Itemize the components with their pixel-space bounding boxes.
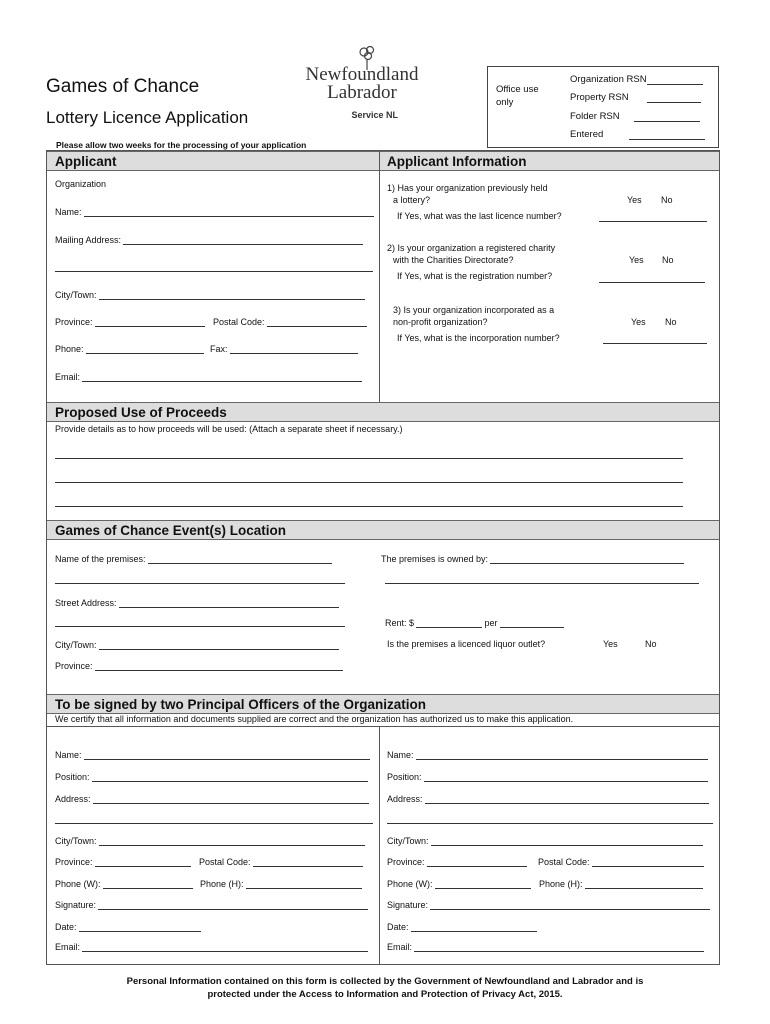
proceeds-line-1[interactable] [55,458,683,459]
name-label: Name: [55,207,82,217]
location-province-label: Province: [55,661,93,671]
officer2-date-label: Date: [387,922,409,932]
proceeds-instructions: Provide details as to how proceeds will be used: (Attach a separate sheet if necessary.) [55,424,403,434]
q3-line2: non-profit organization? [393,317,488,327]
proceeds-header-bar [47,402,719,422]
logo-text-labrador: Labrador [327,82,397,103]
q1-line1: 1) Has your organization previously held [387,183,548,193]
officer1-province-field[interactable] [55,856,191,867]
officer1-province-label: Province: [55,857,93,867]
officer2-phone-w-label: Phone (W): [387,879,433,889]
phone-field[interactable] [55,343,204,354]
officer2-phone-h-field[interactable] [539,878,703,889]
officer2-city-field[interactable] [387,835,703,846]
officer1-name-label: Name: [55,750,82,760]
postal-code-field[interactable] [213,316,367,327]
rent-per-label: per [484,618,498,628]
mailing-address-field[interactable] [55,234,363,245]
liquor-yes[interactable]: Yes [603,639,618,649]
name-field[interactable] [55,206,374,217]
proceeds-heading: Proposed Use of Proceeds [55,405,227,420]
applicant-heading: Applicant [55,154,117,169]
applicant-header-bar [47,151,719,171]
organization-label: Organization [55,179,107,189]
q3-line1: 3) Is your organization incorporated as a [393,305,555,315]
email-label: Email: [55,372,81,382]
city-label: City/Town: [55,290,97,300]
premises-owner-field[interactable] [381,553,684,564]
street-address-field[interactable] [55,597,339,608]
officer2-date-field[interactable] [387,921,537,932]
proceeds-line-2[interactable] [55,482,683,483]
officer1-signature-label: Signature: [55,900,97,910]
officer1-phone-h-field[interactable] [200,878,362,889]
location-header-bar [47,520,719,540]
officer2-postal-label: Postal Code: [538,857,590,867]
officer1-position-field[interactable] [55,771,368,782]
street-address-line2[interactable] [55,626,345,627]
premises-name-field[interactable] [55,553,332,564]
q2-line1: 2) Is your organization a registered charity [387,243,556,253]
officer1-city-field[interactable] [55,835,365,846]
officer2-name-label: Name: [387,750,414,760]
officer1-city-label: City/Town: [55,836,97,846]
applicant-info-heading: Applicant Information [387,154,527,169]
officer1-position-label: Position: [55,772,90,782]
officer1-email-field[interactable] [55,941,368,952]
office-entered-label: Entered [570,129,604,140]
form-subtitle: Lottery Licence Application [46,108,249,127]
mailing-address-label: Mailing Address: [55,235,122,245]
officer1-signature-field[interactable] [55,899,368,910]
q2-registration-number-line[interactable] [599,282,705,283]
officer2-province-field[interactable] [387,856,527,867]
q2-line2: with the Charities Directorate? [393,255,514,265]
rent-field[interactable] [385,617,564,628]
email-field[interactable] [55,371,362,382]
q3-yes[interactable]: Yes [631,317,646,327]
q1-followup: If Yes, what was the last licence number? [397,211,562,221]
logo-text-newfoundland: Newfoundland [305,64,419,85]
province-label: Province: [55,317,93,327]
mailing-address-line2[interactable] [55,271,373,272]
privacy-notice-line1: Personal Information contained on this form is collected by the Government of Newfoundland and Labrador and is [126,976,644,987]
phone-label: Phone: [55,344,84,354]
q3-followup: If Yes, what is the incorporation number? [397,333,560,343]
privacy-notice [60,975,710,1001]
liquor-question: Is the premises a licenced liquor outlet? [387,639,546,649]
q1-line2: a lottery? [393,195,431,205]
premises-owner-label: The premises is owned by: [381,554,489,564]
officer1-address-line2[interactable] [55,823,373,824]
office-org-rsn[interactable] [570,74,703,85]
postal-code-label: Postal Code: [213,317,265,327]
officer-divider [379,726,380,965]
officer1-date-field[interactable] [55,921,201,932]
form-frame [46,150,720,965]
officer2-address-line2[interactable] [387,823,713,824]
officer1-postal-label: Postal Code: [199,857,251,867]
officer2-signature-field[interactable] [387,899,710,910]
certify-divider [47,726,719,727]
processing-note: Please allow two weeks for the processing of your application [56,140,307,150]
officer2-city-label: City/Town: [387,836,429,846]
q3-incorporation-number-line[interactable] [603,343,707,344]
office-use-label: Office use only [496,84,539,108]
office-property-rsn-label: Property RSN [570,92,629,103]
officer1-phone-w-field[interactable] [55,878,193,889]
rent-label: Rent: $ [385,618,415,628]
officer1-email-label: Email: [55,942,81,952]
officer2-position-label: Position: [387,772,422,782]
signatures-heading: To be signed by two Principal Officers of the Organization [55,697,427,712]
fax-label: Fax: [210,344,228,354]
liquor-no[interactable]: No [645,639,657,649]
officer2-email-field[interactable] [387,941,704,952]
location-city-label: City/Town: [55,640,97,650]
street-address-label: Street Address: [55,598,117,608]
q1-yes[interactable]: Yes [627,195,642,205]
location-heading: Games of Chance Event(s) Location [55,523,287,538]
officer2-postal-field[interactable] [538,856,704,867]
signatures-header-bar [47,694,719,714]
fax-field[interactable] [210,343,358,354]
privacy-notice-line2: protected under the Access to Information and Protection of Privacy Act, 2015. [207,989,563,1000]
q2-yes[interactable]: Yes [629,255,644,265]
officer2-phone-w-field[interactable] [387,878,531,889]
certification-statement: We certify that all information and documents supplied are correct and the organization has authorized us to make this application. [55,714,574,724]
government-logo [302,46,422,120]
proceeds-line-3[interactable] [55,506,683,507]
officer1-address-label: Address: [55,794,91,804]
officer2-phone-h-label: Phone (H): [539,879,583,889]
applicant-divider [379,151,380,403]
officer1-postal-field[interactable] [199,856,363,867]
officer1-date-label: Date: [55,922,77,932]
officer2-position-field[interactable] [387,771,708,782]
officer2-province-label: Province: [387,857,425,867]
form-title: Games of Chance [46,76,200,97]
q3-no[interactable]: No [665,317,677,327]
city-field[interactable] [55,289,365,300]
q1-no[interactable]: No [661,195,673,205]
office-property-rsn[interactable] [570,92,701,103]
premises-name-line2[interactable] [55,583,345,584]
premises-name-label: Name of the premises: [55,554,146,564]
q2-no[interactable]: No [662,255,674,265]
office-folder-rsn-label: Folder RSN [570,111,620,122]
officer2-signature-label: Signature: [387,900,429,910]
office-use-box [487,66,719,148]
logo-service-nl: Service NL [351,110,398,120]
province-field[interactable] [55,316,205,327]
office-folder-rsn[interactable] [570,111,700,122]
officer1-phone-w-label: Phone (W): [55,879,101,889]
q2-followup: If Yes, what is the registration number? [397,271,553,281]
officer1-address-field[interactable] [55,793,369,804]
officer2-address-label: Address: [387,794,423,804]
officer2-email-label: Email: [387,942,413,952]
office-org-rsn-label: Organization RSN [570,74,647,85]
office-entered[interactable] [570,129,705,140]
officer2-address-field[interactable] [387,793,709,804]
officer1-name-field[interactable] [55,749,370,760]
q1-licence-number-line[interactable] [599,221,707,222]
location-province-field[interactable] [55,660,343,671]
location-city-field[interactable] [55,639,339,650]
premises-owner-line2[interactable] [385,583,699,584]
officer1-phone-h-label: Phone (H): [200,879,244,889]
officer2-name-field[interactable] [387,749,708,760]
